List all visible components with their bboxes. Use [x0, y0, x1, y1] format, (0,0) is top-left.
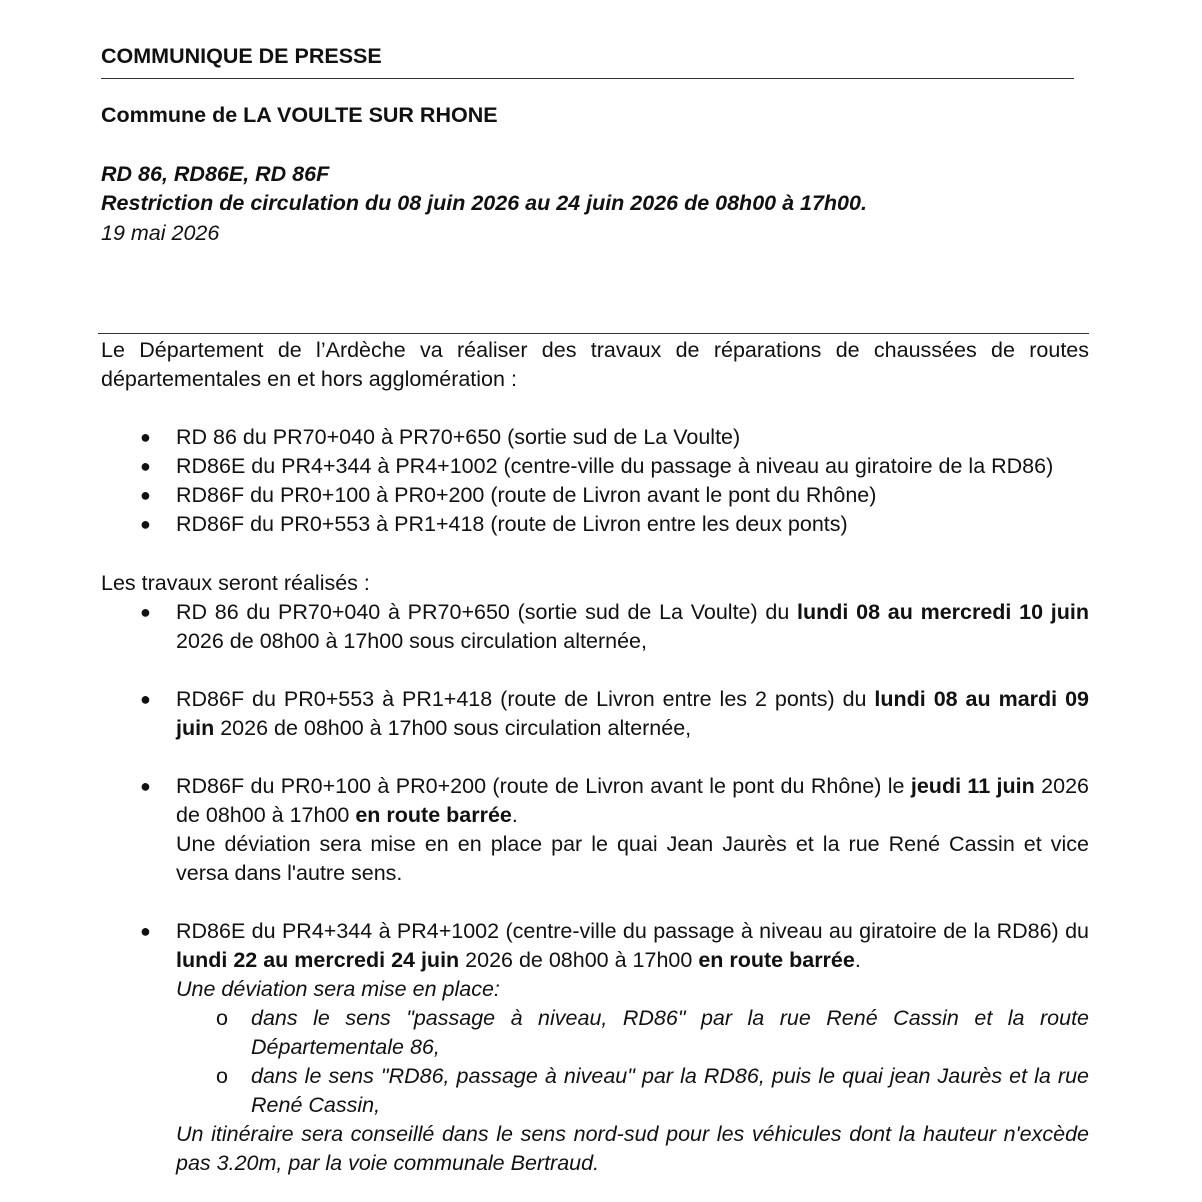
bullet-icon: ● — [140, 485, 151, 505]
bullet-icon: ● — [140, 456, 151, 476]
deviation-item: o dans le sens "passage à niveau, RD86" par la rue René Cassin et la route Départementale 86, — [216, 1006, 1089, 1059]
circle-bullet-icon: o — [216, 1006, 228, 1030]
schedule-item-rd86e: ● RD86E du PR4+344 à PR4+1002 (centre-ville du passage à niveau au giratoire de la RD86) du lundi 22 au mercredi 24 juin 2026 de 08h00 à 17h00 en route barrée. Une déviation sera mise en place: o dans le sens "passage à niveau, RD86" par la rue René Cassin et la route Départementale 86, o dans le sens "RD86, passage à niveau" par la RD86, puis le quai jean Jaurès et la rue René Cassin, Un itinéraire sera conseillé dans le sens nord-sud pour les véhicules dont la hauteur n'excède pas 3.20m, par la voie communale Bertraud. — [101, 917, 1089, 1178]
circle-bullet-icon: o — [216, 1064, 228, 1088]
itinerary-note: Un itinéraire sera conseillé dans le sens nord-sud pour les véhicules dont la hauteur n'excède pas 3.20m, par la voie communale Bertraud. — [176, 1122, 1089, 1175]
publication-date: 19 mai 2026 — [101, 221, 220, 245]
intro-paragraph: Le Département de l’Ardèche va réaliser des travaux de réparations de chaussées de routes départementales en et hors agglomération : — [101, 338, 1089, 391]
schedule-item-rd86f-ponts: ● RD86F du PR0+553 à PR1+418 (route de Livron entre les 2 ponts) du lundi 08 au mardi 09 juin 2026 de 08h00 à 17h00 sous circulation alternée, — [140, 687, 1089, 740]
bullet-icon: ● — [140, 921, 151, 941]
deviation-note: Une déviation sera mise en en place par le quai Jean Jaurès et la rue René Cassin et vice versa dans l'autre sens. — [176, 832, 1089, 885]
bullet-icon: ● — [140, 776, 151, 796]
list-item: ● RD86E du PR4+344 à PR4+1002 (centre-ville du passage à niveau au giratoire de la RD86) — [101, 452, 1089, 481]
roads-list — [101, 423, 1089, 539]
title-divider — [101, 78, 1074, 79]
bullet-icon: ● — [140, 514, 151, 534]
deviation-list — [176, 1004, 1089, 1120]
commune-heading: Commune de LA VOULTE SUR RHONE — [101, 103, 498, 127]
schedule-item-rd86f-rhone: ● RD86F du PR0+100 à PR0+200 (route de Livron avant le pont du Rhône) le jeudi 11 juin 2026 de 08h00 à 17h00 en route barrée. Une déviation sera mise en en place par le quai Jean Jaurès et la rue René Cassin et vice versa dans l'autre sens. — [101, 772, 1089, 888]
body-divider — [98, 333, 1089, 334]
document-title: COMMUNIQUE DE PRESSE — [101, 44, 382, 68]
list-item: ● RD86F du PR0+100 à PR0+200 (route de Livron avant le pont du Rhône) — [101, 481, 1089, 510]
deviation-item: o dans le sens "RD86, passage à niveau" par la RD86, puis le quai jean Jaurès et la rue René Cassin, — [216, 1064, 1089, 1117]
roads-heading: RD 86, RD86E, RD 86F — [101, 162, 330, 186]
bullet-icon: ● — [140, 427, 151, 447]
schedule-item-rd86: ● RD 86 du PR70+040 à PR70+650 (sortie sud de La Voulte) du lundi 08 au mercredi 10 juin 2026 de 08h00 à 17h00 sous circulation alternée, — [140, 600, 1089, 653]
bullet-icon: ● — [140, 602, 151, 622]
list-item: ● RD 86 du PR70+040 à PR70+650 (sortie sud de La Voulte) — [101, 423, 1089, 452]
restriction-heading: Restriction de circulation du 08 juin 2026 au 24 juin 2026 de 08h00 à 17h00. — [101, 191, 867, 215]
deviation-heading: Une déviation sera mise en place: — [176, 977, 500, 1001]
list-item: ● RD86F du PR0+553 à PR1+418 (route de Livron entre les deux ponts) — [101, 510, 1089, 539]
works-schedule-list — [101, 598, 1089, 1178]
bullet-icon: ● — [140, 689, 151, 709]
works-schedule-label: Les travaux seront réalisés : — [101, 571, 370, 595]
